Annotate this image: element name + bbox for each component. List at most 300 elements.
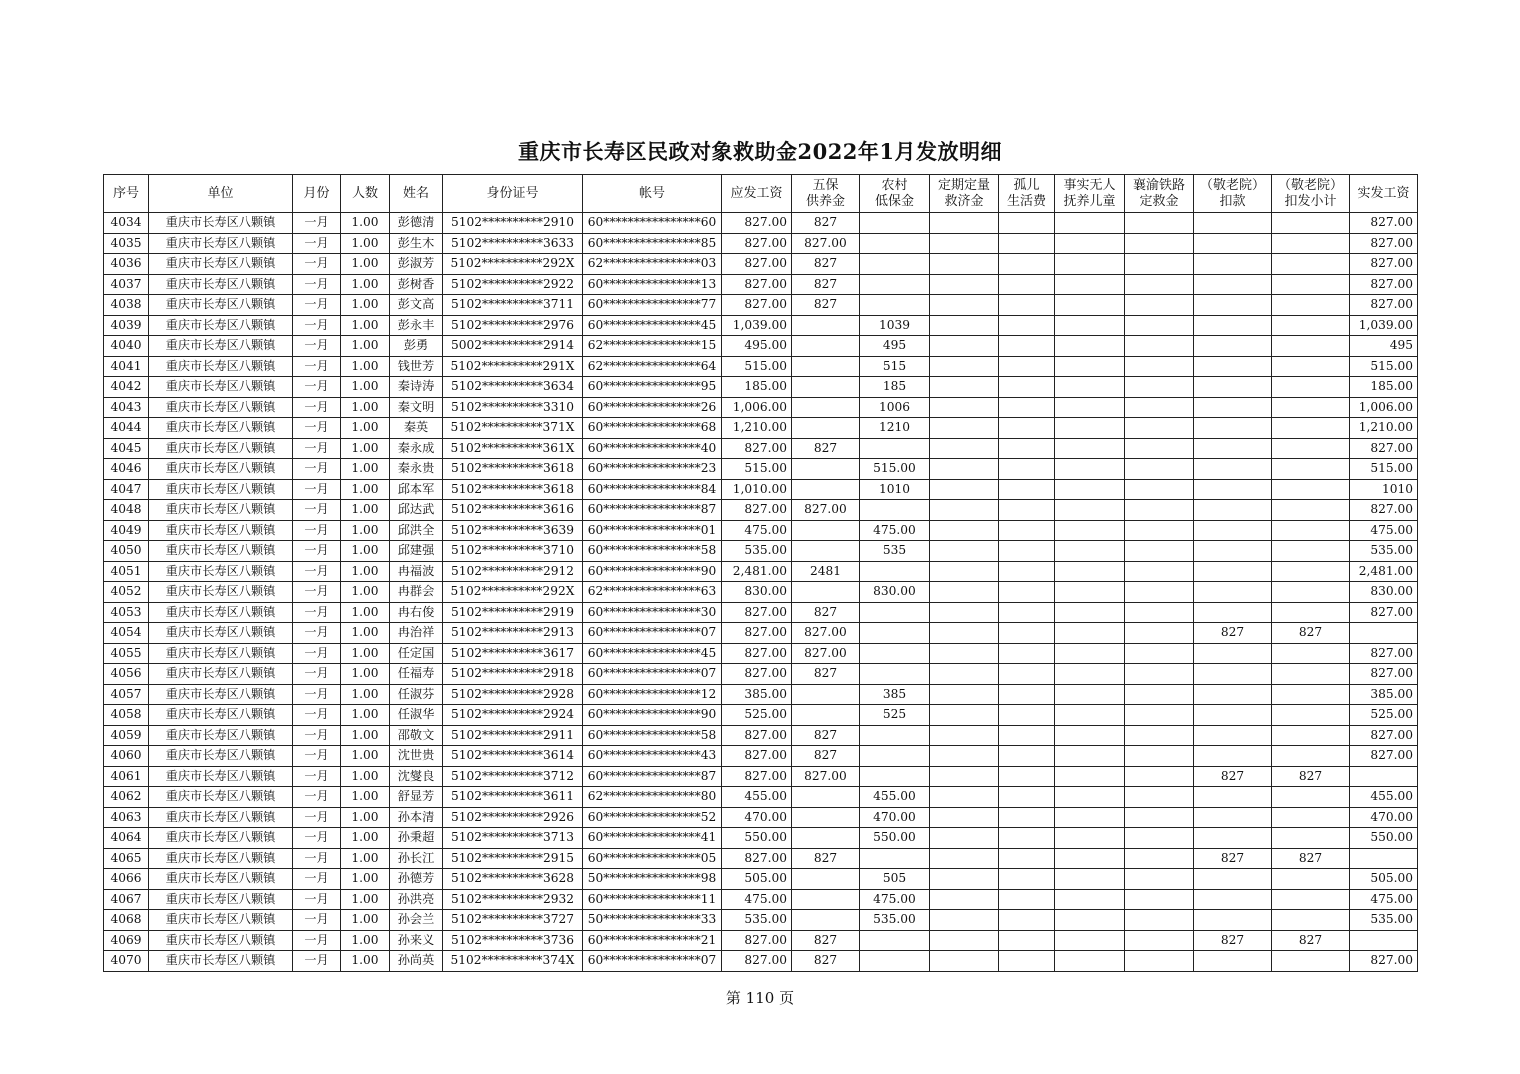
cell-id-number: 5102**********3634 <box>443 377 583 398</box>
cell-account: 60****************84 <box>583 479 722 500</box>
cell-unsupported-child <box>1055 520 1125 541</box>
cell-dingqi <box>930 828 999 849</box>
cell-account: 60****************60 <box>583 213 722 234</box>
cell-unit: 重庆市长寿区八颗镇 <box>149 438 293 459</box>
table-body <box>104 213 1418 972</box>
cell-seq: 4049 <box>104 520 149 541</box>
cell-nursing-subtotal <box>1272 807 1350 828</box>
cell-unsupported-child <box>1055 561 1125 582</box>
cell-orphan <box>999 910 1055 931</box>
cell-due-amount: 827.00 <box>722 951 792 972</box>
cell-dibao: 830.00 <box>860 582 930 603</box>
cell-name: 舒显芳 <box>390 787 443 808</box>
cell-account: 60****************07 <box>583 623 722 644</box>
cell-unsupported-child <box>1055 951 1125 972</box>
table-row <box>104 930 1418 951</box>
cell-account: 60****************01 <box>583 520 722 541</box>
cell-dibao: 385 <box>860 684 930 705</box>
cell-orphan <box>999 459 1055 480</box>
cell-count: 1.00 <box>341 418 390 439</box>
cell-nursing-deduction <box>1194 233 1272 254</box>
table-row <box>104 274 1418 295</box>
cell-nursing-deduction <box>1194 274 1272 295</box>
cell-id-number: 5102**********3710 <box>443 541 583 562</box>
cell-wubao <box>792 356 860 377</box>
header-unsupported-child: 事实无人 抚养儿童 <box>1055 175 1125 213</box>
cell-seq: 4066 <box>104 869 149 890</box>
cell-orphan <box>999 520 1055 541</box>
cell-unit: 重庆市长寿区八颗镇 <box>149 397 293 418</box>
cell-dingqi <box>930 910 999 931</box>
table-row <box>104 746 1418 767</box>
cell-month: 一月 <box>293 725 341 746</box>
cell-month: 一月 <box>293 520 341 541</box>
cell-month: 一月 <box>293 500 341 521</box>
cell-due-amount: 827.00 <box>722 438 792 459</box>
cell-orphan <box>999 889 1055 910</box>
cell-unit: 重庆市长寿区八颗镇 <box>149 889 293 910</box>
cell-month: 一月 <box>293 561 341 582</box>
cell-account: 60****************13 <box>583 274 722 295</box>
cell-count: 1.00 <box>341 213 390 234</box>
cell-unit: 重庆市长寿区八颗镇 <box>149 746 293 767</box>
cell-dibao <box>860 295 930 316</box>
cell-railway <box>1125 746 1194 767</box>
cell-account: 60****************58 <box>583 725 722 746</box>
cell-unit: 重庆市长寿区八颗镇 <box>149 356 293 377</box>
cell-railway <box>1125 459 1194 480</box>
cell-wubao <box>792 787 860 808</box>
table-row <box>104 705 1418 726</box>
cell-name: 彭淑芳 <box>390 254 443 275</box>
header-paid-amount: 实发工资 <box>1350 175 1418 213</box>
header-due-amount: 应发工资 <box>722 175 792 213</box>
cell-wubao <box>792 582 860 603</box>
cell-dingqi <box>930 397 999 418</box>
cell-count: 1.00 <box>341 848 390 869</box>
cell-id-number: 5102**********2932 <box>443 889 583 910</box>
cell-count: 1.00 <box>341 910 390 931</box>
cell-paid-amount: 470.00 <box>1350 807 1418 828</box>
cell-dingqi <box>930 520 999 541</box>
cell-id-number: 5102**********2918 <box>443 664 583 685</box>
cell-orphan <box>999 930 1055 951</box>
cell-nursing-subtotal <box>1272 213 1350 234</box>
cell-due-amount: 505.00 <box>722 869 792 890</box>
cell-seq: 4038 <box>104 295 149 316</box>
cell-nursing-subtotal: 827 <box>1272 766 1350 787</box>
cell-railway <box>1125 807 1194 828</box>
table-row <box>104 602 1418 623</box>
cell-paid-amount <box>1350 930 1418 951</box>
cell-orphan <box>999 295 1055 316</box>
table-row <box>104 254 1418 275</box>
relief-fund-table <box>103 174 1418 972</box>
table-row <box>104 848 1418 869</box>
cell-id-number: 5102**********3713 <box>443 828 583 849</box>
cell-dibao: 1210 <box>860 418 930 439</box>
cell-name: 沈燮良 <box>390 766 443 787</box>
cell-railway <box>1125 500 1194 521</box>
cell-due-amount: 827.00 <box>722 643 792 664</box>
cell-orphan <box>999 828 1055 849</box>
cell-nursing-deduction <box>1194 459 1272 480</box>
table-row <box>104 541 1418 562</box>
cell-name: 彭德清 <box>390 213 443 234</box>
cell-unsupported-child <box>1055 254 1125 275</box>
cell-unsupported-child <box>1055 213 1125 234</box>
cell-month: 一月 <box>293 746 341 767</box>
cell-month: 一月 <box>293 233 341 254</box>
cell-nursing-subtotal <box>1272 684 1350 705</box>
cell-dibao <box>860 643 930 664</box>
cell-month: 一月 <box>293 602 341 623</box>
cell-count: 1.00 <box>341 295 390 316</box>
cell-nursing-deduction <box>1194 910 1272 931</box>
table-row <box>104 828 1418 849</box>
cell-nursing-deduction <box>1194 828 1272 849</box>
cell-paid-amount: 827.00 <box>1350 213 1418 234</box>
cell-account: 60****************07 <box>583 664 722 685</box>
cell-seq: 4053 <box>104 602 149 623</box>
cell-name: 冉群会 <box>390 582 443 603</box>
table-row <box>104 479 1418 500</box>
cell-name: 冉福波 <box>390 561 443 582</box>
table-row <box>104 356 1418 377</box>
cell-nursing-deduction <box>1194 561 1272 582</box>
cell-name: 邱本军 <box>390 479 443 500</box>
cell-dibao: 455.00 <box>860 787 930 808</box>
cell-railway <box>1125 623 1194 644</box>
cell-railway <box>1125 397 1194 418</box>
cell-dibao <box>860 602 930 623</box>
cell-dibao: 470.00 <box>860 807 930 828</box>
cell-railway <box>1125 254 1194 275</box>
cell-dibao <box>860 664 930 685</box>
cell-account: 60****************95 <box>583 377 722 398</box>
cell-id-number: 5102**********2922 <box>443 274 583 295</box>
cell-unit: 重庆市长寿区八颗镇 <box>149 848 293 869</box>
cell-unsupported-child <box>1055 602 1125 623</box>
cell-name: 彭永丰 <box>390 315 443 336</box>
cell-railway <box>1125 438 1194 459</box>
cell-id-number: 5102**********2976 <box>443 315 583 336</box>
cell-count: 1.00 <box>341 951 390 972</box>
cell-unsupported-child <box>1055 746 1125 767</box>
cell-paid-amount: 495 <box>1350 336 1418 357</box>
cell-name: 邱达武 <box>390 500 443 521</box>
cell-paid-amount: 475.00 <box>1350 889 1418 910</box>
cell-orphan <box>999 377 1055 398</box>
cell-id-number: 5002**********2914 <box>443 336 583 357</box>
cell-month: 一月 <box>293 787 341 808</box>
cell-wubao: 827 <box>792 746 860 767</box>
cell-account: 60****************87 <box>583 766 722 787</box>
cell-orphan <box>999 418 1055 439</box>
cell-dingqi <box>930 541 999 562</box>
cell-count: 1.00 <box>341 274 390 295</box>
cell-count: 1.00 <box>341 602 390 623</box>
cell-nursing-subtotal <box>1272 787 1350 808</box>
cell-seq: 4070 <box>104 951 149 972</box>
cell-unsupported-child <box>1055 541 1125 562</box>
cell-due-amount: 515.00 <box>722 356 792 377</box>
cell-unit: 重庆市长寿区八颗镇 <box>149 582 293 603</box>
cell-dingqi <box>930 787 999 808</box>
cell-count: 1.00 <box>341 233 390 254</box>
cell-wubao: 827 <box>792 848 860 869</box>
cell-dibao <box>860 233 930 254</box>
table-row <box>104 459 1418 480</box>
cell-month: 一月 <box>293 705 341 726</box>
cell-orphan <box>999 643 1055 664</box>
cell-railway <box>1125 643 1194 664</box>
table-row <box>104 910 1418 931</box>
cell-nursing-subtotal <box>1272 295 1350 316</box>
cell-nursing-subtotal <box>1272 315 1350 336</box>
cell-dibao <box>860 254 930 275</box>
cell-seq: 4041 <box>104 356 149 377</box>
cell-count: 1.00 <box>341 582 390 603</box>
cell-paid-amount: 827.00 <box>1350 500 1418 521</box>
cell-due-amount: 827.00 <box>722 623 792 644</box>
cell-name: 任淑芬 <box>390 684 443 705</box>
page-title: 重庆市长寿区民政对象救助金2022年1月发放明细 <box>517 139 1003 164</box>
cell-seq: 4051 <box>104 561 149 582</box>
cell-id-number: 5102**********3618 <box>443 479 583 500</box>
cell-month: 一月 <box>293 356 341 377</box>
cell-unsupported-child <box>1055 295 1125 316</box>
cell-dingqi <box>930 500 999 521</box>
cell-count: 1.00 <box>341 869 390 890</box>
header-nursing-deduction: （敬老院） 扣款 <box>1194 175 1272 213</box>
cell-seq: 4039 <box>104 315 149 336</box>
cell-dingqi <box>930 479 999 500</box>
cell-nursing-subtotal <box>1272 705 1350 726</box>
cell-unsupported-child <box>1055 684 1125 705</box>
cell-dibao <box>860 561 930 582</box>
cell-dingqi <box>930 438 999 459</box>
cell-unsupported-child <box>1055 397 1125 418</box>
table-row <box>104 315 1418 336</box>
cell-dingqi <box>930 725 999 746</box>
cell-count: 1.00 <box>341 725 390 746</box>
cell-count: 1.00 <box>341 664 390 685</box>
header-dingqi: 定期定量 救济金 <box>930 175 999 213</box>
cell-unit: 重庆市长寿区八颗镇 <box>149 684 293 705</box>
cell-unsupported-child <box>1055 848 1125 869</box>
cell-seq: 4056 <box>104 664 149 685</box>
cell-count: 1.00 <box>341 356 390 377</box>
cell-wubao <box>792 315 860 336</box>
cell-count: 1.00 <box>341 479 390 500</box>
cell-wubao: 827.00 <box>792 643 860 664</box>
cell-nursing-subtotal <box>1272 377 1350 398</box>
cell-id-number: 5102**********2910 <box>443 213 583 234</box>
cell-railway <box>1125 315 1194 336</box>
cell-railway <box>1125 787 1194 808</box>
cell-month: 一月 <box>293 664 341 685</box>
cell-orphan <box>999 807 1055 828</box>
cell-account: 60****************26 <box>583 397 722 418</box>
cell-seq: 4040 <box>104 336 149 357</box>
cell-nursing-subtotal <box>1272 274 1350 295</box>
cell-dibao: 525 <box>860 705 930 726</box>
cell-due-amount: 1,210.00 <box>722 418 792 439</box>
cell-seq: 4035 <box>104 233 149 254</box>
cell-count: 1.00 <box>341 397 390 418</box>
cell-wubao: 2481 <box>792 561 860 582</box>
cell-dibao <box>860 746 930 767</box>
cell-dingqi <box>930 623 999 644</box>
cell-wubao: 827 <box>792 930 860 951</box>
cell-nursing-subtotal <box>1272 602 1350 623</box>
cell-id-number: 5102**********371X <box>443 418 583 439</box>
cell-seq: 4043 <box>104 397 149 418</box>
cell-wubao: 827.00 <box>792 233 860 254</box>
cell-count: 1.00 <box>341 807 390 828</box>
cell-paid-amount: 185.00 <box>1350 377 1418 398</box>
cell-unsupported-child <box>1055 705 1125 726</box>
cell-unit: 重庆市长寿区八颗镇 <box>149 336 293 357</box>
table-row <box>104 397 1418 418</box>
cell-wubao: 827 <box>792 274 860 295</box>
cell-railway <box>1125 848 1194 869</box>
cell-nursing-deduction <box>1194 541 1272 562</box>
cell-name: 秦诗涛 <box>390 377 443 398</box>
cell-unsupported-child <box>1055 274 1125 295</box>
cell-dingqi <box>930 684 999 705</box>
cell-due-amount: 827.00 <box>722 766 792 787</box>
cell-dingqi <box>930 254 999 275</box>
cell-unit: 重庆市长寿区八颗镇 <box>149 254 293 275</box>
cell-count: 1.00 <box>341 705 390 726</box>
cell-orphan <box>999 541 1055 562</box>
cell-unit: 重庆市长寿区八颗镇 <box>149 930 293 951</box>
cell-nursing-subtotal: 827 <box>1272 848 1350 869</box>
cell-dingqi <box>930 418 999 439</box>
cell-paid-amount: 1,039.00 <box>1350 315 1418 336</box>
cell-month: 一月 <box>293 336 341 357</box>
cell-seq: 4046 <box>104 459 149 480</box>
cell-dingqi <box>930 807 999 828</box>
cell-orphan <box>999 746 1055 767</box>
cell-due-amount: 1,039.00 <box>722 315 792 336</box>
cell-seq: 4069 <box>104 930 149 951</box>
cell-nursing-deduction <box>1194 705 1272 726</box>
cell-id-number: 5102**********3639 <box>443 520 583 541</box>
cell-nursing-subtotal <box>1272 520 1350 541</box>
cell-month: 一月 <box>293 213 341 234</box>
cell-paid-amount: 1010 <box>1350 479 1418 500</box>
cell-month: 一月 <box>293 951 341 972</box>
cell-id-number: 5102**********292X <box>443 254 583 275</box>
cell-unit: 重庆市长寿区八颗镇 <box>149 910 293 931</box>
cell-railway <box>1125 520 1194 541</box>
cell-count: 1.00 <box>341 459 390 480</box>
cell-account: 60****************52 <box>583 807 722 828</box>
cell-name: 任福寿 <box>390 664 443 685</box>
cell-name: 秦永成 <box>390 438 443 459</box>
cell-dingqi <box>930 930 999 951</box>
cell-id-number: 5102**********3727 <box>443 910 583 931</box>
cell-account: 60****************21 <box>583 930 722 951</box>
header-seq: 序号 <box>104 175 149 213</box>
cell-dingqi <box>930 746 999 767</box>
cell-id-number: 5102**********374X <box>443 951 583 972</box>
cell-nursing-subtotal <box>1272 254 1350 275</box>
cell-account: 60****************90 <box>583 561 722 582</box>
cell-count: 1.00 <box>341 684 390 705</box>
cell-unit: 重庆市长寿区八颗镇 <box>149 541 293 562</box>
cell-account: 62****************63 <box>583 582 722 603</box>
cell-unit: 重庆市长寿区八颗镇 <box>149 295 293 316</box>
cell-dingqi <box>930 602 999 623</box>
table-row <box>104 520 1418 541</box>
cell-account: 60****************40 <box>583 438 722 459</box>
cell-nursing-subtotal: 827 <box>1272 930 1350 951</box>
cell-due-amount: 830.00 <box>722 582 792 603</box>
cell-name: 沈世贵 <box>390 746 443 767</box>
cell-dingqi <box>930 233 999 254</box>
cell-dibao <box>860 500 930 521</box>
cell-name: 邱洪全 <box>390 520 443 541</box>
cell-wubao: 827.00 <box>792 766 860 787</box>
header-name: 姓名 <box>390 175 443 213</box>
cell-paid-amount: 827.00 <box>1350 725 1418 746</box>
cell-dingqi <box>930 356 999 377</box>
cell-unsupported-child <box>1055 930 1125 951</box>
table-row <box>104 766 1418 787</box>
cell-month: 一月 <box>293 479 341 500</box>
cell-railway <box>1125 725 1194 746</box>
cell-unsupported-child <box>1055 725 1125 746</box>
cell-nursing-deduction <box>1194 869 1272 890</box>
cell-unit: 重庆市长寿区八颗镇 <box>149 705 293 726</box>
cell-month: 一月 <box>293 459 341 480</box>
cell-due-amount: 470.00 <box>722 807 792 828</box>
table-row <box>104 623 1418 644</box>
cell-due-amount: 185.00 <box>722 377 792 398</box>
cell-unit: 重庆市长寿区八颗镇 <box>149 602 293 623</box>
cell-dingqi <box>930 848 999 869</box>
cell-name: 孙洪亮 <box>390 889 443 910</box>
cell-paid-amount: 475.00 <box>1350 520 1418 541</box>
cell-unit: 重庆市长寿区八颗镇 <box>149 561 293 582</box>
cell-nursing-deduction <box>1194 520 1272 541</box>
cell-name: 秦英 <box>390 418 443 439</box>
cell-nursing-deduction <box>1194 377 1272 398</box>
table-row <box>104 582 1418 603</box>
cell-wubao: 827.00 <box>792 500 860 521</box>
cell-wubao: 827 <box>792 438 860 459</box>
cell-dingqi <box>930 213 999 234</box>
cell-unsupported-child <box>1055 869 1125 890</box>
cell-railway <box>1125 233 1194 254</box>
cell-account: 62****************03 <box>583 254 722 275</box>
cell-orphan <box>999 479 1055 500</box>
cell-orphan <box>999 274 1055 295</box>
cell-railway <box>1125 602 1194 623</box>
cell-name: 彭树香 <box>390 274 443 295</box>
cell-nursing-deduction <box>1194 213 1272 234</box>
cell-dibao: 1039 <box>860 315 930 336</box>
cell-orphan <box>999 848 1055 869</box>
cell-unit: 重庆市长寿区八颗镇 <box>149 274 293 295</box>
cell-wubao: 827 <box>792 951 860 972</box>
cell-dingqi <box>930 889 999 910</box>
cell-unit: 重庆市长寿区八颗镇 <box>149 377 293 398</box>
